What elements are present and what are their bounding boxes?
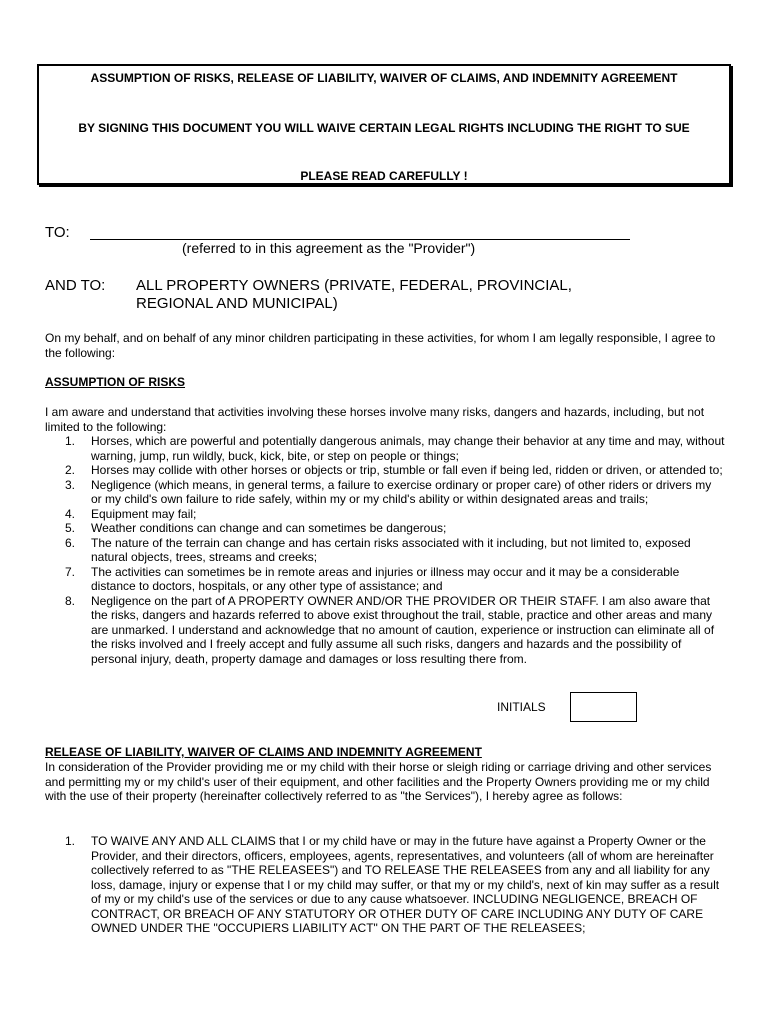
item-number: 1.: [65, 834, 76, 848]
assumption-intro: I am aware and understand that activities involving these horses involve many risks, dangers and hazards, including, but not limited to the following:: [45, 405, 705, 434]
initials-label: INITIALS: [497, 700, 546, 714]
item-number: 6.: [65, 535, 76, 550]
item-text: Negligence (which means, in general terms, a failure to exercise ordinary or proper care) of other riders or drivers my or my child's own failure to ride safely, within my or my child's ability or within designated areas and trails;: [91, 477, 712, 506]
initials-field[interactable]: [570, 692, 637, 722]
list-item: [45, 521, 725, 536]
release-heading: RELEASE OF LIABILITY, WAIVER OF CLAIMS AND INDEMNITY AGREEMENT: [45, 745, 482, 759]
list-item: [45, 434, 725, 463]
item-text: Negligence on the part of A PROPERTY OWNER AND/OR THE PROVIDER OR THEIR STAFF. I am also aware that the risks, dangers and hazards referred to above exist throughout the trail, stable, practice and other areas and many are unmarked. I understand and acknowledge that no amount of caution, experience or instruction can eliminate all of the risks involved and I freely accept and fully assume all such risks, dangers and hazards and the possibility of personal injury, death, property damage and damages or loss resulting there from.: [91, 593, 715, 666]
property-owners: ALL PROPERTY OWNERS (PRIVATE, FEDERAL, PROVINCIAL, REGIONAL AND MUNICIPAL): [136, 277, 572, 312]
item-text: The nature of the terrain can change and has certain risks associated with it including, but not limited to, exposed natural objects, trees, streams and creeks;: [91, 535, 691, 564]
item-number: 8.: [65, 593, 76, 608]
risk-list: [45, 434, 725, 666]
item-text: Horses may collide with other horses or objects or trip, stumble or fall even if being led, ridden or driven, or attended to;: [91, 463, 723, 477]
release-list: [45, 834, 725, 936]
list-item: [45, 463, 725, 478]
intro-paragraph: On my behalf, and on behalf of any minor children participating in these activities, for whom I am legally responsible, I agree to the following:: [45, 331, 716, 360]
item-text: Horses, which are powerful and potentially dangerous animals, may change their behavior at any time and may, without warning, jump, run wildly, buck, kick, bite, or step on people or things;: [91, 434, 725, 463]
item-number: 4.: [65, 506, 76, 521]
item-number: 5.: [65, 521, 76, 535]
item-number: 2.: [65, 463, 76, 477]
item-text: Weather conditions can change and can sometimes be dangerous;: [91, 521, 447, 535]
item-number: 3.: [65, 477, 76, 492]
to-label: TO:: [45, 224, 70, 241]
list-item: [45, 594, 725, 667]
release-intro: In consideration of the Provider providing me or my child with their horse or sleigh riding or carriage driving and other services and permitting my or my child's user of their equipment, and other facilities and the Property Owners providing me or my child with the use of their property (hereinafter collectively referred to as "the Services"), I hereby agree as follows:: [45, 760, 712, 803]
item-text: The activities can sometimes be in remote areas and injuries or illness may occur and it may be a considerable distance to doctors, hospitals, or any other type of assistance; and: [91, 564, 680, 593]
provider-note: (referred to in this agreement as the "Provider"): [182, 240, 476, 256]
item-number: 1.: [65, 434, 76, 448]
list-item: [45, 536, 725, 565]
document-title: ASSUMPTION OF RISKS, RELEASE OF LIABILITY, WAIVER OF CLAIMS, AND INDEMNITY AGREEMENT: [90, 71, 678, 85]
item-text: TO WAIVE ANY AND ALL CLAIMS that I or my child have or may in the future have against a Property Owner or the Provider, and their directors, officers, employees, agents, representatives, and volunteers (all of whom are hereinafter collectively referred to as "THE RELEASEES") and TO RELEASE THE RELEASEES from any and all liability for any loss, damage, injury or expense that I or my child may suffer, or that my or my child's, next of kin may suffer as a result of my or my child's use of the services or due to any cause whatsoever. INCLUDING NEGLIGENCE, BREACH OF CONTRACT, OR BREACH OF ANY STATUTORY OR OTHER DUTY OF CARE INCLUDING ANY DUTY OF CARE OWNED UNDER THE "OCCUPIERS LIABILITY ACT" ON THE PART OF THE RELEASEES;: [91, 834, 720, 935]
assumption-heading: ASSUMPTION OF RISKS: [45, 375, 186, 389]
legal-warning: BY SIGNING THIS DOCUMENT YOU WILL WAIVE CERTAIN LEGAL RIGHTS INCLUDING THE RIGHT TO SUE: [78, 121, 690, 135]
list-item: [45, 507, 725, 522]
read-carefully-notice: PLEASE READ CAREFULLY !: [300, 169, 468, 183]
and-to-label: AND TO:: [45, 277, 106, 294]
list-item: [45, 565, 725, 594]
item-text: Equipment may fail;: [91, 506, 197, 521]
item-number: 7.: [65, 564, 76, 579]
list-item: [45, 834, 725, 936]
header-box: [37, 64, 731, 185]
list-item: [45, 478, 725, 507]
